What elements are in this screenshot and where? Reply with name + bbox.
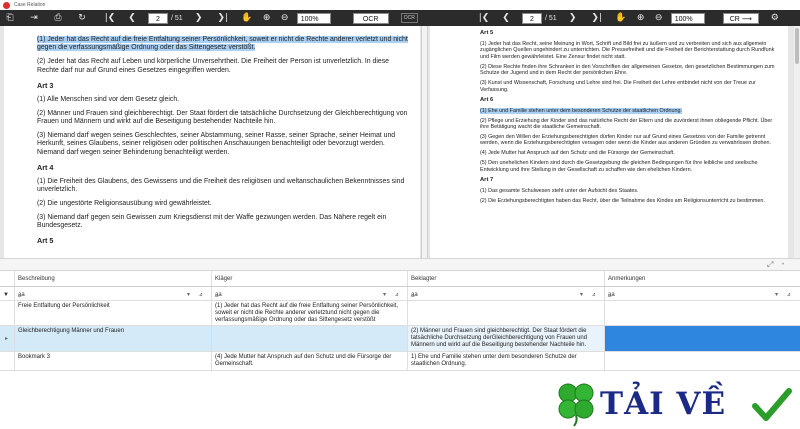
paragraph: (2) Diese Rechte finden ihre Schranken in den Vorschriften der allgemeinen Gesetze, den gesetzlichen Bestimmungen zum Schutze der Jugend und in dem Recht der persönlichen Ehre. <box>480 63 775 77</box>
paragraph: (3) Niemand darf wegen seines Geschlechtes, seiner Abstammung, seiner Rasse, seiner Sprache, seiner Heimat und Herkunft, seines Glaubens, seiner religiösen oder politischen Anschauungen benachteiligt oder bevorzugt werden. Niemand darf wegen seiner Behinderung benachteiligt werden. <box>37 131 396 156</box>
paragraph: (5) Den unehelichen Kindern sind durch die Gesetzgebung die gleichen Bedingungen für ihre leibliche und seelische Entwicklung und ihre Stellung in der Gesellschaft zu schaffen wie den ehelichen Kindern. <box>480 160 758 173</box>
grid-cell[interactable] <box>408 301 605 325</box>
expand-icon[interactable]: ⤢ <box>767 260 774 269</box>
paragraph: (2) Jeder hat das Recht auf Leben und körperliche Unversehrtheit. Die Freiheit der Person ist unverletzlich. In diese Rechte darf nur auf Grund eines Gesetzes eingegriffen werden. <box>37 58 389 74</box>
filter-cell[interactable] <box>605 287 800 300</box>
filter-input[interactable]: a̲a <box>18 292 25 298</box>
highlighted-text[interactable]: (1) Jeder hat das Recht auf die freie Entfaltung seiner Persönlichkeit, soweit er nicht die Rechte anderer verletzt und nicht gegen die verfassungsmäßige Ordnung oder das Sittengesetz verstößt. <box>37 36 408 52</box>
left-toolbar-group <box>4 10 418 26</box>
filter-cell[interactable] <box>15 287 212 300</box>
relation-grid <box>0 271 800 371</box>
table-row[interactable] <box>0 352 800 371</box>
watermark-text: TẢI VỀ <box>600 386 727 422</box>
cr-button[interactable]: CR ⟶ <box>723 13 759 24</box>
next-page-icon[interactable]: ❯ <box>194 13 203 23</box>
app-logo-icon <box>3 2 10 9</box>
grid-cell[interactable]: Gleichberechtigung Männer und Frauen <box>15 326 212 351</box>
next-page-icon[interactable]: ❯ <box>568 13 577 23</box>
last-page-icon[interactable]: ❯| <box>591 13 602 23</box>
article-heading: Art 3 <box>37 80 54 90</box>
clover-icon <box>554 381 598 427</box>
first-page-icon[interactable]: |❮ <box>478 13 490 23</box>
first-page-icon[interactable]: |❮ <box>104 13 116 23</box>
grid-cell[interactable]: (2) Männer und Frauen sind gleichberechtigt. Der Staat fördert die tatsächliche Durchsetzung derGleichberechtigung von Frauen und Männern und wirkt auf die Beseitigung bestehender Nachteile hin. <box>408 326 605 351</box>
filter-cell[interactable] <box>408 287 605 300</box>
filter-clear-icon[interactable]: ⦨ <box>787 292 791 298</box>
hand-icon[interactable]: ✋ <box>615 13 627 23</box>
grid-cell[interactable] <box>605 301 800 325</box>
grid-header-row <box>0 271 800 287</box>
ocr-dropdown[interactable]: OCR <box>353 13 389 24</box>
paragraph: (3) Kunst und Wissenschaft, Forschung und Lehre sind frei. Die Freiheit der Lehre entbindet nicht von der Treue zur Verfassung. <box>480 80 756 93</box>
paragraph <box>480 108 780 114</box>
dropdown-icon[interactable]: ▾ <box>187 292 191 298</box>
filter-cell[interactable] <box>212 287 408 300</box>
grid-filter-row <box>0 287 800 301</box>
grid-cell[interactable]: Freie Entfaltung der Persönlichkeit <box>15 301 212 325</box>
grid-cell[interactable]: (1) Jeder hat das Recht auf die freie Entfaltung seiner Persönlichkeit, soweit er nicht die Rechte anderer verletztund nicht gegen die verfassungsmäßige Ordnung oder das Sittengesetz verstößt <box>212 301 408 325</box>
grid-cell[interactable]: 1) Ehe und Familie stehen unter dem besonderen Schutze der staatlichen Ordnung. <box>408 352 605 370</box>
paragraph: (1) Alle Menschen sind vor dem Gesetz gleich. <box>37 95 180 103</box>
filter-input[interactable]: a̲a <box>608 292 615 298</box>
zoom-in-icon[interactable]: ⊕ <box>636 13 645 23</box>
table-row-selected[interactable] <box>0 326 800 352</box>
table-row[interactable] <box>0 301 800 326</box>
grid-cell[interactable] <box>212 326 408 351</box>
right-toolbar-group <box>478 10 781 26</box>
page-number-input[interactable]: 2 <box>522 13 542 24</box>
watermark-logo <box>548 378 800 429</box>
print-icon[interactable]: ⎙ <box>54 13 62 23</box>
article-heading: Art 6 <box>480 96 494 103</box>
article-heading: Art 7 <box>480 176 494 183</box>
page-total: / 51 <box>545 14 557 22</box>
row-header-cell[interactable] <box>0 352 15 370</box>
checkmark-icon <box>752 388 792 422</box>
left-document-viewer[interactable] <box>0 26 421 258</box>
grid-cell[interactable]: Bookmark 3 <box>15 352 212 370</box>
filter-input[interactable]: a̲a <box>215 292 222 298</box>
zoom-out-icon[interactable]: ⊖ <box>654 13 663 23</box>
grip-icon[interactable]: • <box>782 262 785 268</box>
article-heading: Art 4 <box>37 162 54 172</box>
dropdown-icon[interactable]: ▾ <box>383 292 387 298</box>
filter-clear-icon[interactable]: ⦨ <box>592 292 596 298</box>
open-icon[interactable]: ⎗ <box>6 13 14 23</box>
export-icon[interactable]: ⇥ <box>30 13 38 23</box>
highlighted-text[interactable]: (1) Ehe und Familie stehen unter dem besonderen Schutze der staatlichen Ordnung. <box>480 107 682 114</box>
paragraph: (1) Die Freiheit des Glaubens, des Gewissens und die Freiheit des religiösen und weltanschaulichen Bekenntnisses sind unverletzlich. <box>37 177 405 193</box>
zoom-input[interactable]: 100% <box>671 13 705 24</box>
refresh-icon[interactable]: ↻ <box>78 13 86 23</box>
hand-icon[interactable]: ✋ <box>241 13 253 23</box>
right-document-viewer[interactable] <box>428 26 800 258</box>
filter-clear-icon[interactable]: ⦨ <box>199 292 203 298</box>
article-heading: Art 5 <box>480 30 494 36</box>
scrollbar-thumb[interactable] <box>795 28 799 64</box>
page-total: / 51 <box>171 14 183 22</box>
gear-icon[interactable]: ⚙ <box>770 13 779 23</box>
paragraph: (1) Das gesamte Schulwesen steht unter der Aufsicht des Staates. <box>480 187 639 194</box>
row-header-cell[interactable] <box>0 301 15 325</box>
window-title: Case Relation <box>14 2 46 8</box>
ocr-small-button[interactable]: OCR <box>401 13 418 23</box>
column-header[interactable]: Kläger <box>212 271 408 286</box>
page-number-input[interactable]: 2 <box>148 13 168 24</box>
paragraph: (1) Jeder hat das Recht, seine Meinung in Wort, Schrift und Bild frei zu äußern und zu verbreiten und sich aus allgemein zugänglichen Quellen ungehindert zu unterrichten. Die Pressefreiheit und die Freiheit der Berichterstattung durch Rundfunk und Film werden gewährleistet. Eine Zensur findet nicht statt. <box>480 41 775 60</box>
prev-page-icon[interactable]: ❮ <box>502 13 510 23</box>
paragraph: (2) Die ungestörte Religionsausübung wird gewährleistet. <box>37 199 212 207</box>
title-bar <box>0 0 800 10</box>
paragraph: (2) Die Erziehungsberechtigten haben das Recht, über die Teilnahme des Kindes am Religionsunterricht zu bestimmen. <box>480 197 765 204</box>
paragraph: (2) Männer und Frauen sind gleichberechtigt. Der Staat fördert die tatsächliche Durchsetzung der Gleichberechtigung von Frauen und Männern und wirkt auf die Beseitigung bestehender Nachteile hin. <box>37 109 408 125</box>
column-header[interactable]: Beklagter <box>408 271 605 286</box>
zoom-in-icon[interactable]: ⊕ <box>262 13 271 23</box>
document-page <box>4 26 420 258</box>
paragraph: (4) Jede Mutter hat Anspruch auf den Schutz und die Fürsorge der Gemeinschaft. <box>480 150 675 157</box>
vertical-scrollbar[interactable] <box>794 26 800 258</box>
row-header-cell <box>0 271 15 286</box>
paragraph: (3) Niemand darf gegen sein Gewissen zum Kriegsdienst mit der Waffe gezwungen werden. Das Nähere regelt ein Bundesgesetz. <box>37 213 387 230</box>
filter-input[interactable]: a̲a <box>411 292 418 298</box>
paragraph: (2) Pflege und Erziehung der Kinder sind das natürliche Recht der Eltern und die zuvörderst ihnen obliegende Pflicht. Über ihre Betätigung wacht die staatliche Gemeinschaft. <box>480 117 773 131</box>
pane-splitter[interactable] <box>421 26 428 258</box>
row-pointer-icon[interactable]: ▸ <box>0 326 15 351</box>
dropdown-icon[interactable]: ▾ <box>580 292 584 298</box>
filter-clear-icon[interactable]: ⦨ <box>395 292 399 298</box>
paragraph: (3) Gegen den Willen der Erziehungsberechtigten dürfen Kinder nur auf Grund eines Gesetzes von der Familie getrennt werden, wenn die Erziehungsberechtigten versagen oder wenn die Kinder aus anderen Gründen zu verwahrlosen drohen. <box>480 134 771 147</box>
toolbar <box>0 10 800 26</box>
paragraph <box>37 36 410 53</box>
column-header[interactable]: Anmerkungen <box>608 276 646 282</box>
zoom-out-icon[interactable]: ⊖ <box>280 13 289 23</box>
grid-cell[interactable] <box>605 352 800 370</box>
last-page-icon[interactable]: ❯| <box>217 13 228 23</box>
dropdown-icon[interactable]: ▾ <box>775 292 779 298</box>
document-page <box>430 26 788 258</box>
prev-page-icon[interactable]: ❮ <box>128 13 136 23</box>
panel-divider[interactable] <box>0 258 800 271</box>
filter-icon[interactable]: ▼ <box>0 287 15 300</box>
grid-cell-selected[interactable] <box>605 326 800 351</box>
column-header[interactable]: Beschreibung <box>15 271 212 286</box>
grid-cell[interactable]: (4) Jede Mutter hat Anspruch auf den Schutz und die Fürsorge der Gemeinschaft. <box>212 352 408 370</box>
zoom-input[interactable]: 100% <box>297 13 331 24</box>
article-heading: Art 5 <box>37 236 54 246</box>
